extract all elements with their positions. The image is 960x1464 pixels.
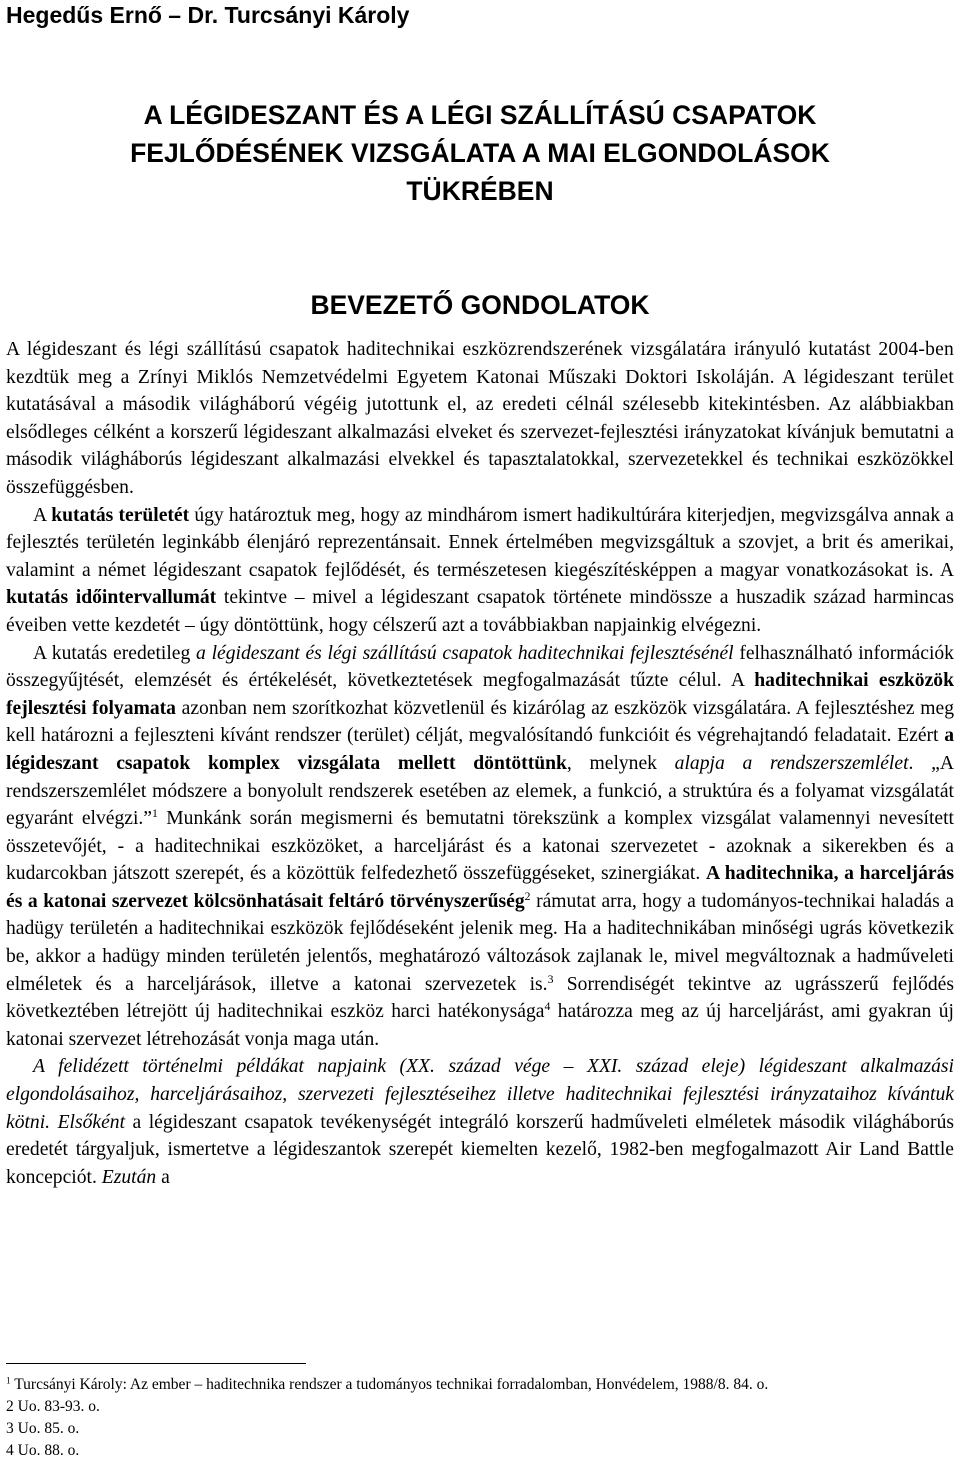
text-run: rámutat arra, hogy a tudományos-technikai haladás a hadügy területén a haditechnikai eszközök fejlődéseként jelenik meg. Ha a haditechnikában minőségi ugrás következik be, akkor a hadügy minden területén jelentős, meghatározó változások zajlanak le, mivel megváltoznak a hadműveleti elméletek és a harceljárások, illetve a katonai szervezetek is. — [6, 890, 954, 995]
footnote-2: 2 Uo. 83-93. o. — [6, 1398, 100, 1415]
title-line-1: A LÉGIDESZANT ÉS A LÉGI SZÁLLÍTÁSÚ CSAPATOK — [143, 100, 817, 130]
bold-run: haditechnikai eszközök fejlesztési folyamata — [6, 670, 954, 719]
section-heading: BEVEZETŐ GONDOLATOK — [310, 290, 650, 320]
footnote-ref-2: 2 — [524, 889, 531, 903]
text-run: A — [33, 504, 52, 526]
paragraph-outline — [6, 1053, 954, 1191]
text-run: Munkánk során megismerni és bemutatni törekszünk a komplex vizsgálat valamennyi nevesített összetevőjét, - a haditechnikai eszközöket, a harceljárást és a katonai szervezetet - azoknak a sikerekben és a kudarcokban játszott szerepét, és a közöttük felfedezhető összefüggéseket, szinergiákat. — [6, 808, 954, 885]
footnotes — [6, 1374, 954, 1462]
title-line-3: TÜKRÉBEN — [406, 176, 554, 206]
text-run: tekintve – mivel a légideszant csapatok története mindössze a huszadik század harmincas éveiben vette kezdetét – úgy döntöttünk, hogy célszerű azt a továbbiakban napjainkig elvégezni. — [6, 587, 954, 636]
document-title — [6, 96, 954, 210]
text-run: felhasználható információk összegyűjtését, elemzését és értékelését, következtetések megfogalmazását tűzte célul. A — [6, 642, 954, 692]
bold-run: kutatás területét — [51, 504, 190, 526]
italic-run: alapja a rendszerszemlélet — [674, 752, 909, 774]
italic-run: A felidézett történelmi példákat napjaink (XX. század vége – XXI. század eleje) légideszant alkalmazási elgondolásaihoz, harceljárásaihoz, szervezeti fejlesztéseihez illetve haditechnikai fejlesztési irányzataihoz kívántuk kötni. — [6, 1056, 954, 1133]
italic-run: Ezután — [101, 1166, 157, 1188]
footnote-ref-3: 3 — [547, 972, 554, 986]
footnote-1-number: 1 — [6, 1376, 11, 1387]
body-text — [6, 336, 954, 1191]
footnote-1-text: Turcsányi Károly: Az ember – haditechnika rendszer a tudományos technikai forradalomban, Honvédelem, 1988/8. 84. o. — [10, 1376, 769, 1393]
footnote-ref-4: 4 — [544, 1000, 551, 1014]
text-run: a légideszant csapatok tevékenységét integráló korszerű hadműveleti elméletek második világháborús eredetét tárgyaljuk, ismertetve a légideszantok szerepét kiemelten kezelő, 1982-ben megfogalmazott Air Land Battle koncepciót. — [6, 1111, 954, 1188]
italic-run: a légideszant és légi szállítású csapatok haditechnikai fejlesztésénél — [196, 642, 734, 664]
text-run: Sorrendiségét tekintve az ugrásszerű fejlődés következtében létrejött új haditechnikai eszköz harci hatékonysága — [6, 973, 954, 1023]
intro-letterspaced: A légideszant és légi szállítású csapatok haditechnikai eszközrendszerének vizsgálatára irányuló kutatást 2004-ben kezdtük meg a Zrínyi Miklós Nemzetvédelmi Egyetem Katonai Műszaki Doktori Iskoláján. A légideszant terület kutatásával a második világháború végéig jutottunk el, az eredeti célnál szélesebb kitekintésben. — [6, 339, 954, 416]
text-run: , melynek — [566, 752, 675, 774]
paragraph-intro — [6, 336, 954, 502]
text-run: azonban nem szorítkozhat közvetlenül és kizárólag az eszközök vizsgálatára. A fejlesztéshez meg kell határozni a fejleszteni kívánt rendszer (terület) célját, megvalósítandó funkcióit és végrehajtandó feladatait. Ezért — [6, 697, 955, 747]
text-run — [50, 1112, 58, 1133]
footnote-4: 4 Uo. 88. o. — [6, 1442, 80, 1459]
footnote-1 — [6, 1374, 954, 1396]
text-run: A kutatás eredetileg — [33, 642, 197, 664]
bold-run: A haditechnika, a harceljárás és a katonai szervezet kölcsönhatásait feltáró törvényszerűség — [6, 863, 954, 912]
author-names: Hegedűs Ernő – Dr. Turcsányi Károly — [6, 2, 410, 28]
text-run: határozza meg az új harceljárást, ami gyakran új katonai szervezet létrehozását vonja maga után. — [6, 1001, 954, 1050]
bold-run: a légideszant csapatok komplex vizsgálata mellett döntöttünk — [6, 725, 954, 774]
title-line-2: FEJLŐDÉSÉNEK VIZSGÁLATA A MAI ELGONDOLÁSOK — [130, 138, 830, 168]
bold-run: kutatás időintervallumát — [6, 587, 217, 609]
footnote-3: 3 Uo. 85. o. — [6, 1420, 80, 1437]
italic-run: Elsőként — [57, 1111, 126, 1133]
intro-continuation: Az alábbiakban elsődleges célként a korszerű légideszant alkalmazási elveket és szervezet-fejlesztési irányzatokat kívánjuk bemutatni a második világháborús légideszant alkalmazási elvekkel és tapasztalatokkal, szervezetekkel és technikai eszközökkel összefüggésben. — [6, 394, 954, 498]
paragraph-scope — [6, 502, 954, 640]
text-run: a — [156, 1166, 170, 1188]
text-run: . „A rendszerszemlélet módszere a bonyolult rendszerek esetében az elemek, a funkció, a struktúra és a folyamat vizsgálatát egyaránt elvégzi.” — [6, 752, 954, 830]
text-run: úgy határoztuk meg, hogy az mindhárom ismert hadikultúrára kiterjedjen, megvizsgálva annak a fejlesztés területén leginkább élenjáró reprezentánsait. Ennek értelmében megvizsgáltuk a szovjet, a brit és amerikai, valamint a német légideszant csapatok fejlődését, és természetesen kiegészítésképpen a magyar vonatkozásokat is. A — [6, 504, 955, 581]
paragraph-method — [6, 640, 954, 1054]
footnote-ref-1: 1 — [151, 807, 158, 821]
footnote-separator — [6, 1363, 306, 1364]
